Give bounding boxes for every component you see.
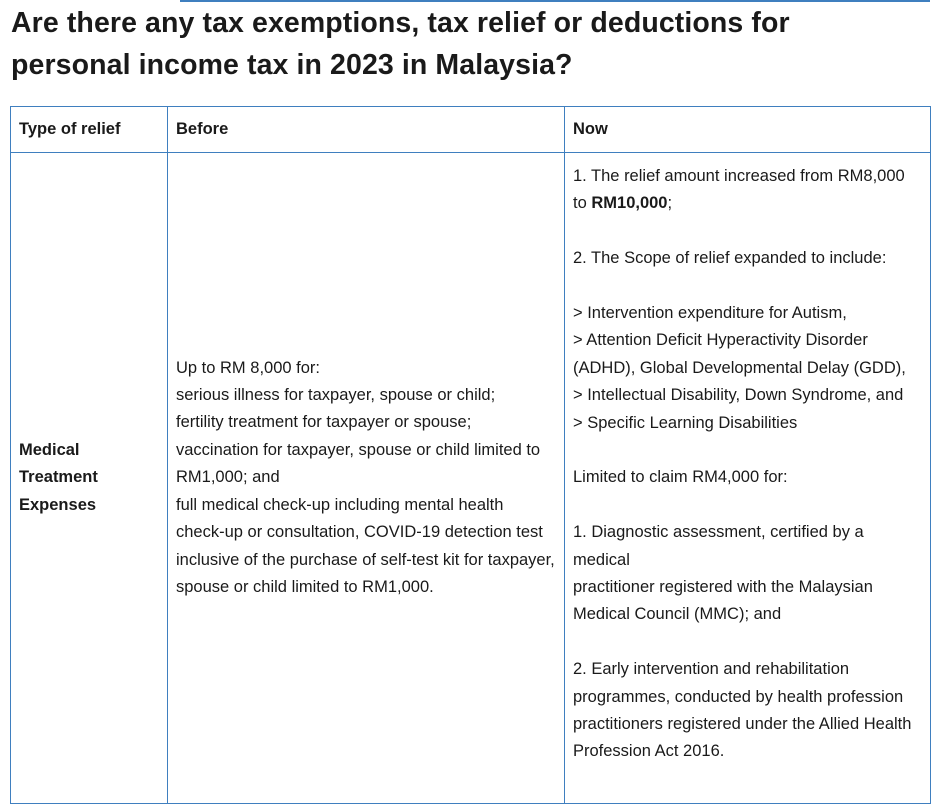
before-cell <box>168 153 565 804</box>
item2-line: programmes, conducted by health profession <box>573 687 904 706</box>
tax-relief-table <box>10 106 931 804</box>
now-to-text: to <box>573 194 592 213</box>
header-now: Now <box>565 107 931 153</box>
scope-bullet: > Intervention expenditure for Autism, <box>573 304 847 322</box>
claim-limit-text: Limited to claim RM4,000 for: <box>573 468 788 487</box>
now-cell <box>565 153 931 804</box>
before-line: vaccination for taxpayer, spouse or child limited to <box>176 440 541 459</box>
before-line: inclusive of the purchase of self-test kit for taxpayer, <box>176 550 555 569</box>
scope-bullet: > Attention Deficit Hyperactivity Disorder <box>573 331 868 350</box>
page-title: Are there any tax exemptions, tax relief or deductions for personal income tax in 2023 in Malaysia? <box>11 7 790 81</box>
scope-bullet: (ADHD), Global Developmental Delay (GDD), <box>573 358 906 377</box>
table-row <box>11 153 931 804</box>
scope-bullet: > Specific Learning Disabilities <box>573 413 798 432</box>
new-relief-amount: RM10,000 <box>591 194 668 213</box>
item2-line: 2. Early intervention and rehabilitation <box>573 660 850 679</box>
before-line: RM1,000; and <box>176 468 280 487</box>
relief-type-cell <box>11 153 168 804</box>
now-line: 1. The relief amount increased from RM8,000 <box>573 167 905 185</box>
now-line <box>573 190 922 217</box>
before-line: full medical check-up including mental health <box>176 495 504 514</box>
now-line: 2. The Scope of relief expanded to include: <box>573 249 887 268</box>
relief-type-line: Expenses <box>19 495 97 514</box>
scope-bullet: > Intellectual Disability, Down Syndrome, and <box>573 386 904 405</box>
before-line: fertility treatment for taxpayer or spouse; <box>176 413 472 432</box>
now-punctuation: ; <box>667 194 673 213</box>
before-line: spouse or child limited to RM1,000. <box>176 577 434 596</box>
table-header-row <box>11 107 931 153</box>
header-type-of-relief: Type of relief <box>11 107 168 153</box>
relief-type-line: Medical <box>19 440 80 459</box>
item2-line: practitioners registered under the Allied Health <box>573 715 912 734</box>
before-line: serious illness for taxpayer, spouse or child; <box>176 386 496 405</box>
relief-type-line: Treatment <box>19 468 98 487</box>
item1-line: Medical Council (MMC); and <box>573 605 782 624</box>
item1-line: practitioner registered with the Malaysian <box>573 578 873 597</box>
header-before: Before <box>168 107 565 153</box>
before-line: check-up or consultation, COVID-19 detection test <box>176 523 543 542</box>
item2-line: Profession Act 2016. <box>573 742 725 761</box>
item1-line: 1. Diagnostic assessment, certified by a medical <box>573 523 864 569</box>
before-line: Up to RM 8,000 for: <box>176 358 320 377</box>
